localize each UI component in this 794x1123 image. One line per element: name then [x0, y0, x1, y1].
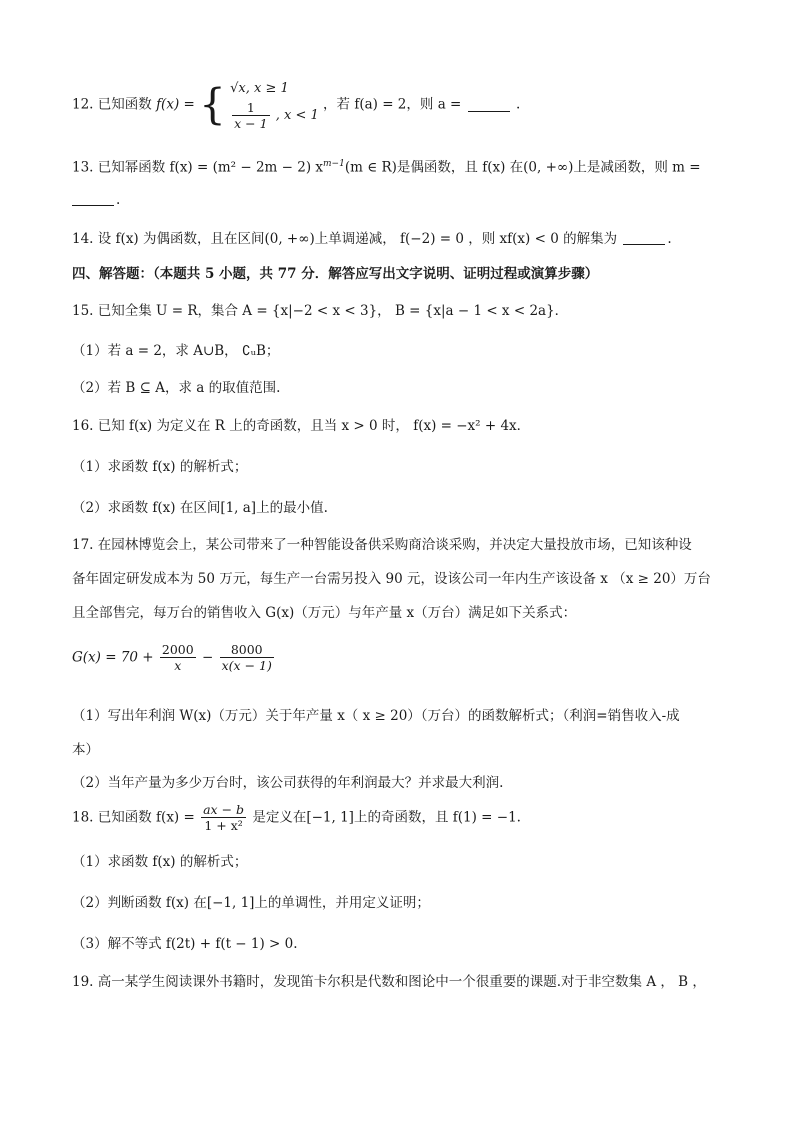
- question-15-part-1: （1）若 a = 2，求 A∪B， ∁ᵤB；: [72, 343, 280, 359]
- q17-fraction-1: [160, 642, 196, 673]
- q13-text: 13. 已知幂函数 f(x) = (m² − 2m − 2) x: [72, 159, 324, 176]
- q12-frac-den: x − 1: [234, 116, 268, 131]
- q17-frac1-num: 2000: [161, 642, 194, 657]
- q17-frac1-den: x: [160, 657, 196, 673]
- q18-fraction: [201, 802, 246, 833]
- q13-exponent: m−1: [323, 159, 345, 169]
- question-15-part-2: （2）若 B ⊆ A，求 a 的取值范围.: [72, 380, 281, 396]
- q12-brace: {: [199, 79, 226, 129]
- q12-end: .: [515, 96, 521, 113]
- q12-condition: ，若 f(a) = 2，则 a =: [323, 96, 462, 113]
- question-18-part-2: （2）判断函数 f(x) 在[−1, 1]上的单调性，并用定义证明；: [72, 895, 430, 911]
- question-17-line-3: 且全部售完，每万台的销售收入 G(x)（万元）与年产量 x（万台）满足如下关系式：: [72, 605, 577, 621]
- q12-function: f(x) =: [156, 96, 195, 113]
- question-17-line-2: 备年固定研发成本为 50 万元，每生产一台需另投入 90 元，设该公司一年内生产该设备 x （x ≥ 20）万台: [72, 571, 711, 587]
- q12-cases: [230, 78, 319, 131]
- question-16-part-2: （2）求函数 f(x) 在区间[1, a]上的最小值.: [72, 500, 328, 516]
- section-4-heading: 四、解答题：（本题共 5 小题，共 77 分．解答应写出文字说明、证明过程或演算步骤）: [72, 266, 599, 282]
- q14-text: 14. 设 f(x) 为偶函数，且在区间(0, +∞)上单调递减， f(−2) = 0 ，则 xf(x) < 0 的解集为: [72, 231, 618, 247]
- question-13: [72, 154, 734, 178]
- q14-end: .: [667, 231, 672, 247]
- question-17-part-1-cont: 本）: [72, 742, 99, 758]
- q17-fraction-2: [220, 642, 274, 673]
- question-17-part-1: （1）写出年利润 W(x)（万元）关于年产量 x（ x ≥ 20）（万台）的函数解析式；（利润=销售收入-成: [72, 708, 680, 724]
- question-17-formula: [72, 642, 734, 682]
- q14-answer-blank[interactable]: [623, 230, 665, 245]
- q13-text-2: (m ∈ R)是偶函数，且 f(x) 在(0, +∞)上是减函数，则 m =: [344, 159, 701, 176]
- q12-number: 12. 已知函数: [72, 96, 152, 113]
- question-16: 16. 已知 f(x) 为定义在 R 上的奇函数，且当 x > 0 时， f(x) = −x² + 4x．: [72, 418, 531, 434]
- question-19-line-1: 19. 高一某学生阅读课外书籍时，发现笛卡尔积是代数和图论中一个很重要的课题.对于非空数集 A ， B ，: [72, 974, 706, 990]
- q18-frac-num: ax − b: [203, 802, 245, 817]
- question-15: 15. 已知全集 U = R，集合 A = {x|−2 < x < 3}， B = {x|a − 1 < x < 2a}．: [72, 303, 569, 319]
- question-17-part-2: （2）当年产量为多少万台时，该公司获得的年利润最大？并求最大利润.: [72, 775, 504, 791]
- q17-minus: −: [202, 649, 214, 666]
- q17-frac2-den: x(x − 1): [221, 658, 272, 673]
- question-18: [72, 802, 734, 842]
- q17-frac2-num: 8000: [230, 642, 263, 657]
- question-16-part-1: （1）求函数 f(x) 的解析式；: [72, 459, 248, 475]
- question-18-part-3: （3）解不等式 f(2t) + f(t − 1) > 0.: [72, 936, 298, 952]
- q12-frac-num: 1: [246, 100, 255, 115]
- question-17-line-1: 17. 在园林博览会上，某公司带来了一种智能设备供采购商洽谈采购，并决定大量投放市场，已知该种设: [72, 537, 692, 553]
- question-18-part-1: （1）求函数 f(x) 的解析式；: [72, 854, 248, 870]
- question-14: [72, 229, 734, 249]
- question-12: [72, 78, 734, 138]
- q12-case-1: √x, x ≥ 1: [230, 81, 289, 96]
- q17-formula-lhs: G(x) = 70 +: [72, 649, 154, 666]
- q12-fraction: [232, 100, 269, 131]
- q18-post: 是定义在[−1, 1]上的奇函数，且 f(1) = −1.: [252, 809, 521, 826]
- q18-pre: 18. 已知函数 f(x) =: [72, 809, 195, 826]
- q12-answer-blank[interactable]: [468, 97, 510, 112]
- question-13-blank-line: [72, 190, 734, 210]
- q13-end: .: [116, 192, 121, 208]
- q12-case-2: [230, 100, 319, 131]
- q12-case-2-cond: , x < 1: [275, 108, 319, 123]
- q13-answer-blank[interactable]: [72, 191, 114, 206]
- q18-frac-den: 1 + x²: [201, 817, 246, 833]
